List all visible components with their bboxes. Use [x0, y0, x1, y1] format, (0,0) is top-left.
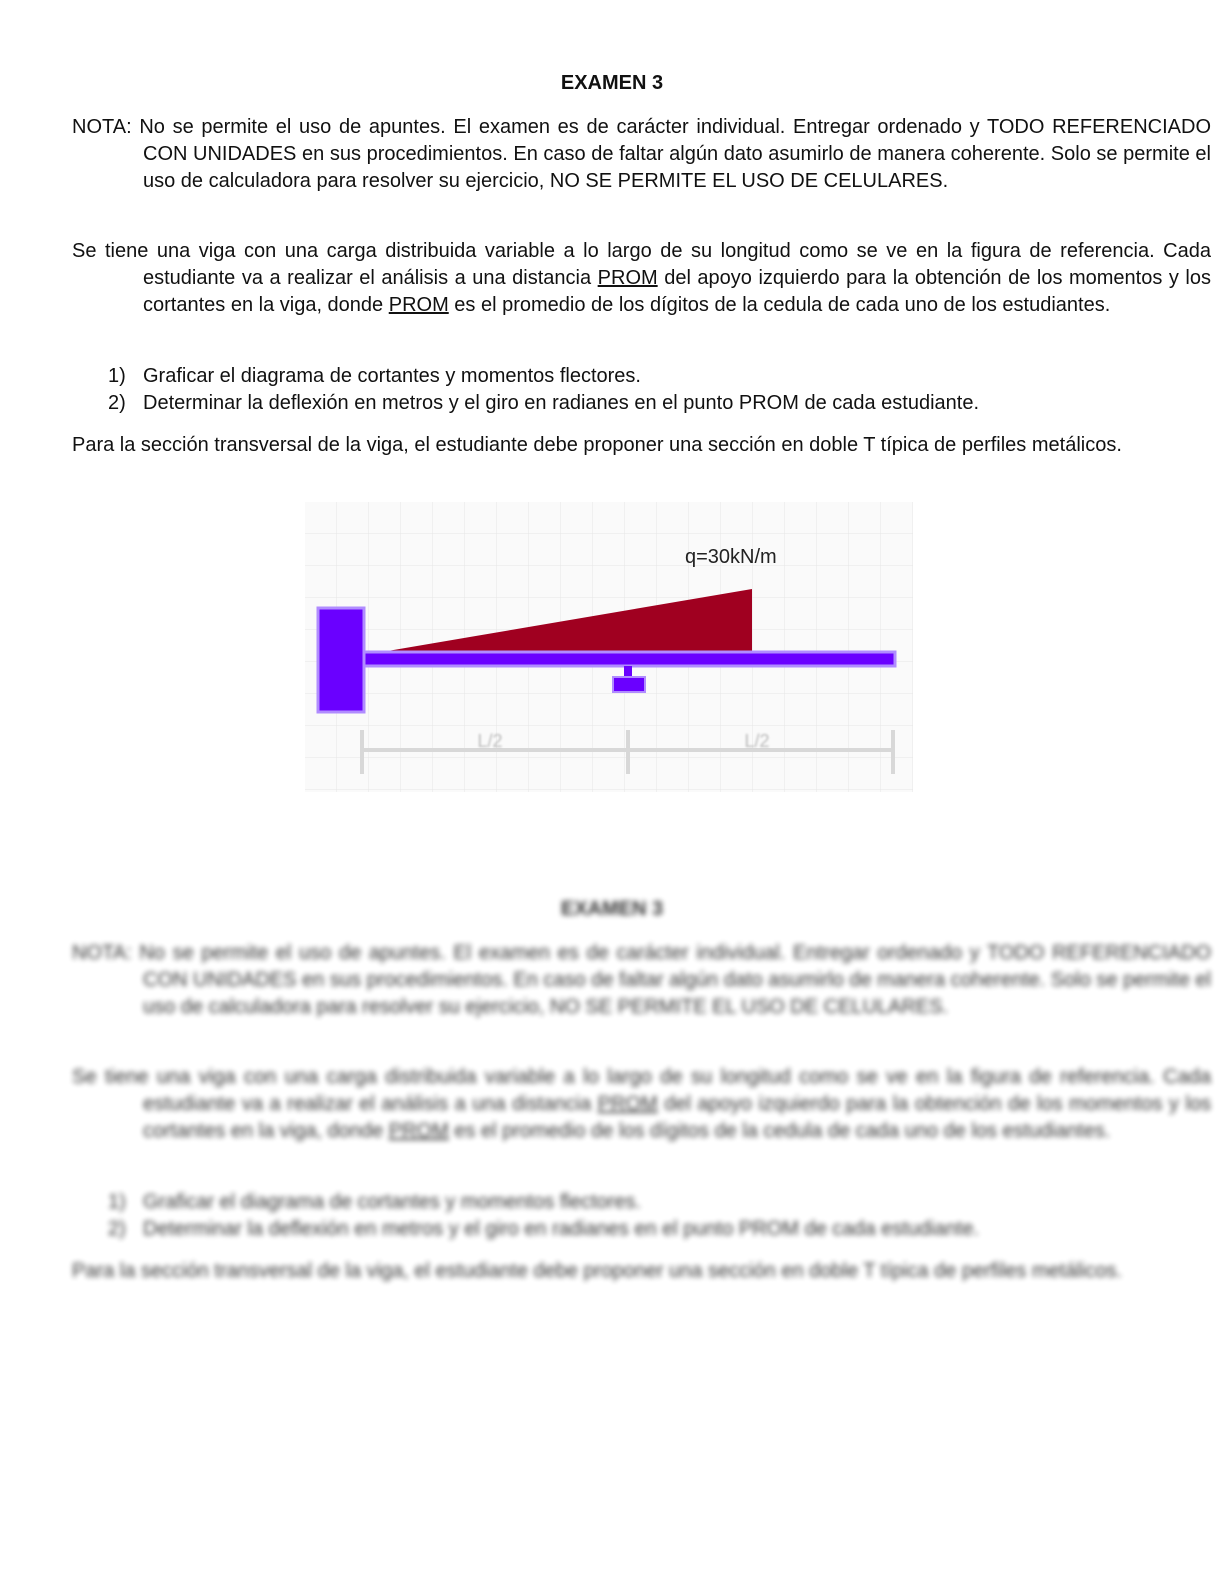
- item-number: 2): [108, 392, 126, 414]
- beam: [364, 652, 895, 666]
- item-text: Determinar la deflexión en metros y el giro en radianes en el punto PROM de cada estudiante.: [143, 392, 980, 414]
- list-item: [108, 390, 1140, 417]
- item-number: 1): [108, 365, 126, 387]
- task-list: [108, 1189, 1140, 1243]
- prom-term: PROM: [388, 294, 449, 316]
- load-label: q=30kN/m: [685, 546, 777, 568]
- item-text: Determinar la deflexión en metros y el giro en radianes en el punto PROM de cada estudiante.: [143, 1218, 980, 1240]
- page-title: EXAMEN 3: [560, 72, 664, 94]
- section-paragraph: Para la sección transversal de la viga, el estudiante debe proponer una sección en doble T típica de perfiles metálicos.: [72, 434, 1122, 456]
- list-item: [108, 1216, 1140, 1243]
- text: Se tiene una viga con una carga distribuida variable a lo largo de su longitud como se ve en la figura de referencia. Cada estudiante va a realizar el análisis a una distancia: [72, 240, 1211, 289]
- text: es el promedio de los dígitos de la cedula de cada uno de los estudiantes.: [448, 1120, 1111, 1142]
- section-paragraph: Para la sección transversal de la viga, el estudiante debe proponer una sección en doble T típica de perfiles metálicos.: [72, 1260, 1122, 1282]
- problem-paragraph: [72, 1064, 1211, 1145]
- problem-paragraph: [72, 238, 1211, 319]
- list-item: [108, 1189, 1140, 1216]
- nota-paragraph: NOTA: No se permite el uso de apuntes. El examen es de carácter individual. Entregar ordenado y TODO REFERENCIADO CON UNIDADES en sus procedimientos. En caso de faltar algún dato asumirlo de manera coherente. Solo se permite el uso de calculadora para resolver su ejercicio, NO SE PERMITE EL USO DE CELULARES.: [72, 942, 1211, 1018]
- prom-term: PROM: [597, 267, 658, 289]
- text: Se tiene una viga con una carga distribuida variable a lo largo de su longitud como se ve en la figura de referencia. Cada estudiante va a realizar el análisis a una distancia: [72, 1066, 1211, 1115]
- task-list: [108, 363, 1140, 417]
- roller-support: [613, 677, 645, 692]
- nota-paragraph: NOTA: No se permite el uso de apuntes. El examen es de carácter individual. Entregar ordenado y TODO REFERENCIADO CON UNIDADES en sus procedimientos. En caso de faltar algún dato asumirlo de manera coherente. Solo se permite el uso de calculadora para resolver su ejercicio, NO SE PERMITE EL USO DE CELULARES.: [72, 116, 1211, 192]
- list-item: [108, 363, 1140, 390]
- page-title: EXAMEN 3: [560, 898, 664, 920]
- fixed-support-wall: [318, 608, 364, 712]
- beam-figure: [305, 502, 913, 792]
- item-number: 2): [108, 1218, 126, 1240]
- text: del apoyo izquierdo para la obtención de los momentos y los cortantes en la viga, donde: [143, 267, 1211, 316]
- item-text: Graficar el diagrama de cortantes y momentos flectores.: [143, 1191, 641, 1213]
- text: del apoyo izquierdo para la obtención de los momentos y los cortantes en la viga, donde: [143, 1093, 1211, 1142]
- item-text: Graficar el diagrama de cortantes y momentos flectores.: [143, 365, 641, 387]
- item-number: 1): [108, 1191, 126, 1213]
- span-left-label: L/2: [477, 731, 503, 751]
- prom-term: PROM: [388, 1120, 449, 1142]
- text: es el promedio de los dígitos de la cedula de cada uno de los estudiantes.: [448, 294, 1111, 316]
- span-right-label: L/2: [744, 731, 770, 751]
- prom-term: PROM: [597, 1093, 658, 1115]
